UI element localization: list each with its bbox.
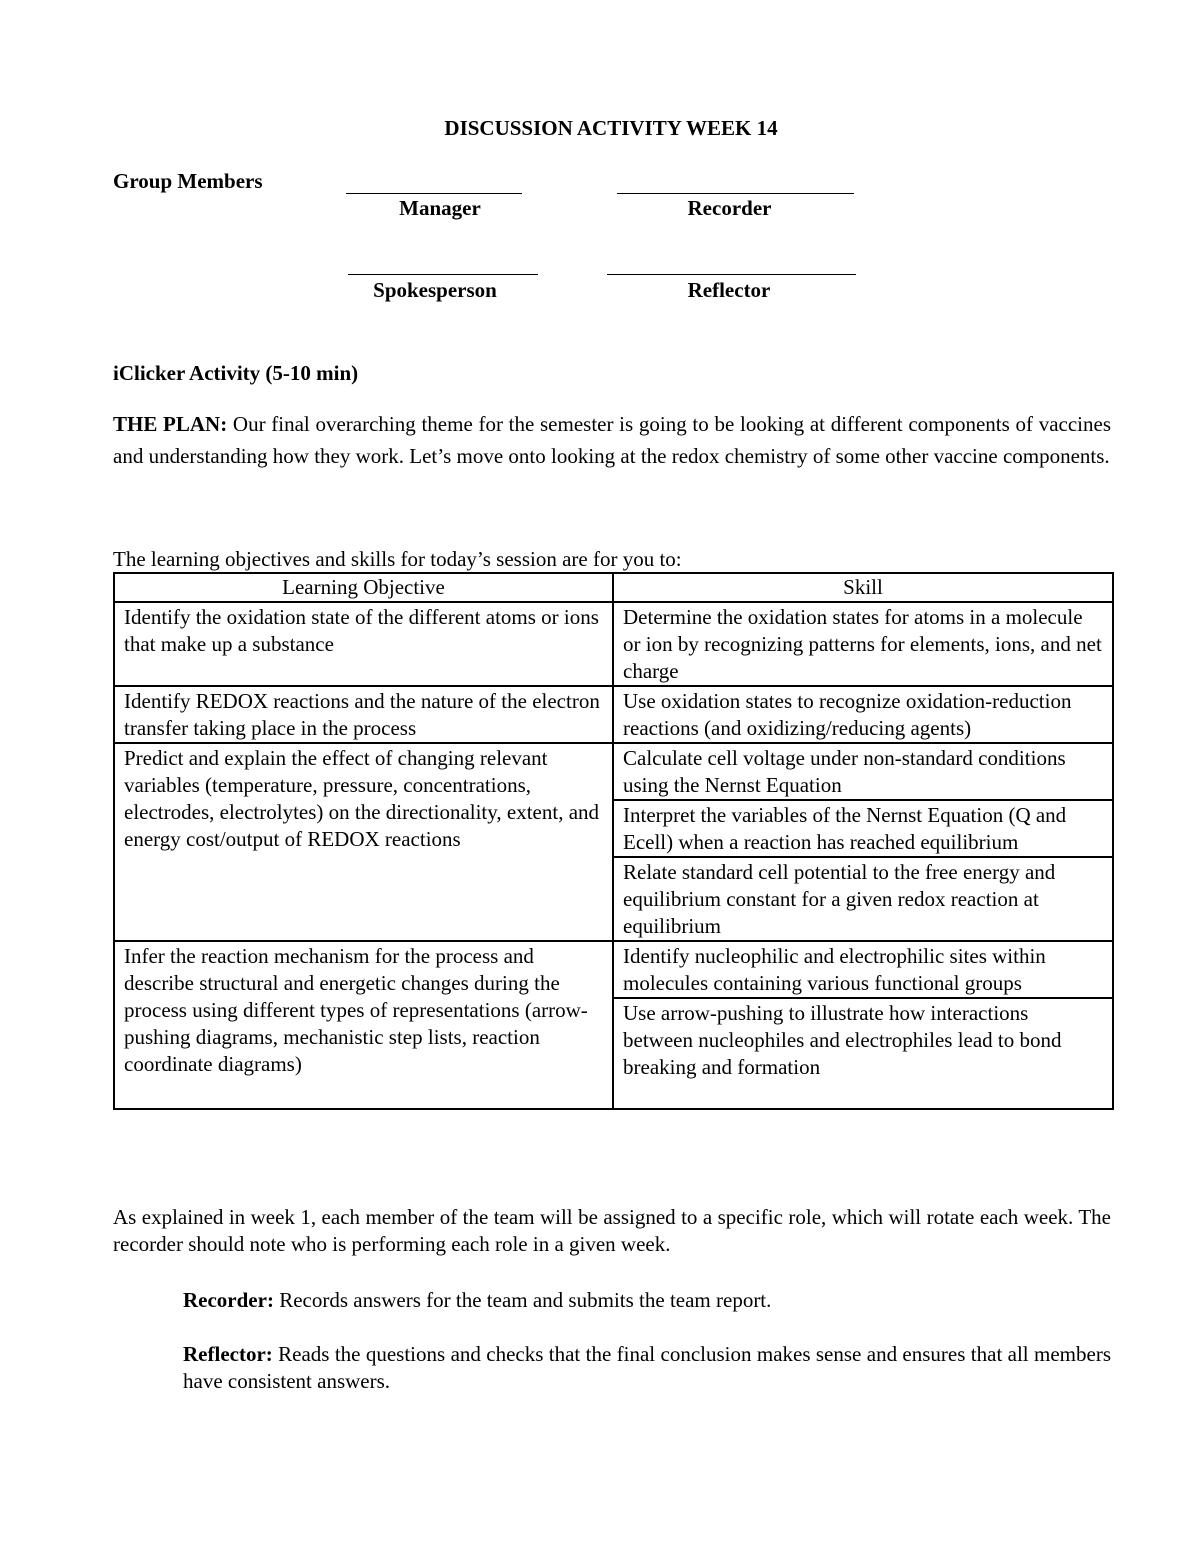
column-header-skill: Skill — [613, 573, 1113, 602]
skill-cell: Calculate cell voltage under non-standard conditions using the Nernst Equation — [613, 743, 1113, 800]
roles-intro-paragraph: As explained in week 1, each member of the team will be assigned to a specific role, which will rotate each week. The recorder should note who is performing each role in a given week. — [113, 1205, 1111, 1256]
skill-cell: Determine the oxidation states for atoms in a molecule or ion by recognizing patterns for elements, ions, and net charge — [613, 602, 1113, 686]
skill-cell: Interpret the variables of the Nernst Equation (Q and Ecell) when a reaction has reached equilibrium — [613, 800, 1113, 857]
objective-cell: Predict and explain the effect of changing relevant variables (temperature, pressure, concentrations, electrodes, electrolytes) on the directionality, extent, and energy cost/output of REDOX reactions — [114, 743, 613, 941]
manager-signature-line[interactable] — [346, 193, 522, 194]
table-row — [114, 602, 1113, 686]
spokesperson-role-label: Spokesperson — [373, 278, 497, 302]
objectives-table — [113, 572, 1114, 1110]
plan-paragraph — [113, 409, 1111, 472]
objectives-intro: The learning objectives and skills for today’s session are for you to: — [113, 547, 682, 571]
manager-role-label: Manager — [399, 196, 481, 220]
plan-text: Our final overarching theme for the semester is going to be looking at different components of vaccines and understanding how they work. Let’s move onto looking at the redox chemistry of some other vaccine components. — [113, 412, 1112, 468]
reflector-role-label: Reflector — [687, 278, 771, 302]
recorder-description — [183, 1287, 1111, 1314]
recorder-signature-line[interactable] — [617, 193, 854, 194]
skill-cell: Use arrow-pushing to illustrate how interactions between nucleophiles and electrophiles lead to bond breaking and formation — [613, 998, 1113, 1109]
skill-cell: Identify nucleophilic and electrophilic sites within molecules containing various functional groups — [613, 941, 1113, 998]
table-row — [114, 686, 1113, 743]
plan-label: THE PLAN: — [113, 412, 228, 436]
table-row — [114, 941, 1113, 998]
spokesperson-signature-line[interactable] — [348, 274, 538, 275]
group-members-label: Group Members — [113, 169, 263, 193]
objective-cell: Infer the reaction mechanism for the process and describe structural and energetic changes during the process using different types of representations (arrow-pushing diagrams, mechanistic step lists, reaction coordinate diagrams) — [114, 941, 613, 1109]
reflector-description — [183, 1341, 1111, 1395]
iclicker-heading: iClicker Activity (5-10 min) — [113, 361, 359, 385]
table-row — [114, 743, 1113, 800]
reflector-description-label: Reflector: — [183, 1342, 273, 1366]
skill-cell: Use oxidation states to recognize oxidation-reduction reactions (and oxidizing/reducing agents) — [613, 686, 1113, 743]
skill-cell: Relate standard cell potential to the free energy and equilibrium constant for a given redox reaction at equilibrium — [613, 857, 1113, 941]
recorder-description-label: Recorder: — [183, 1288, 274, 1312]
page-title: DISCUSSION ACTIVITY WEEK 14 — [444, 116, 778, 140]
recorder-role-label: Recorder — [687, 196, 772, 220]
column-header-objective: Learning Objective — [114, 573, 613, 602]
objective-cell: Identify REDOX reactions and the nature of the electron transfer taking place in the process — [114, 686, 613, 743]
table-header-row — [114, 573, 1113, 602]
reflector-signature-line[interactable] — [607, 274, 856, 275]
objective-cell: Identify the oxidation state of the different atoms or ions that make up a substance — [114, 602, 613, 686]
recorder-description-text: Records answers for the team and submits the team report. — [273, 1288, 772, 1312]
reflector-description-text: Reads the questions and checks that the final conclusion makes sense and ensures that all members have consistent answers. — [183, 1342, 1111, 1393]
